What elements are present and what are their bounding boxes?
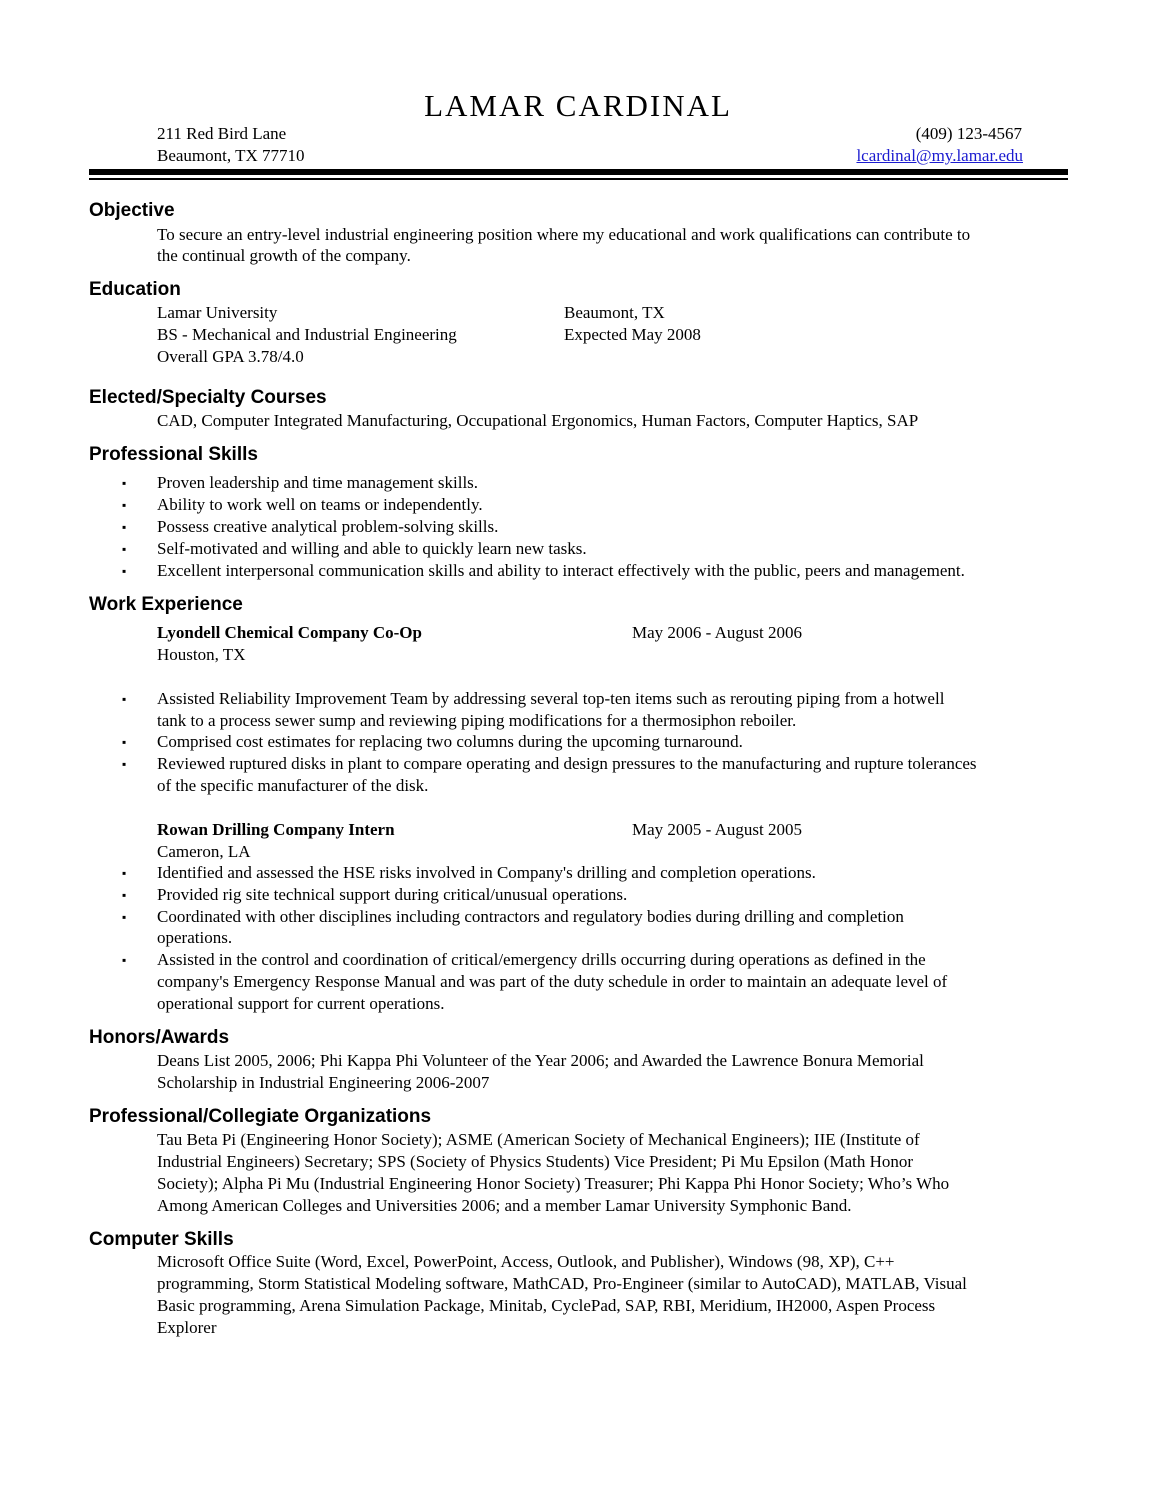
- education-location: Beaumont, TX: [564, 303, 665, 322]
- education-date: Expected May 2008: [564, 325, 701, 344]
- text-line: operations.: [157, 928, 233, 948]
- text-line: Identified and assessed the HSE risks involved in Company's drilling and completion operations.: [157, 863, 816, 882]
- text-line: Explorer: [157, 1318, 217, 1337]
- text-line: Tau Beta Pi (Engineering Honor Society); ASME (American Society of Mechanical Engineers); IIE (Institute of: [157, 1130, 920, 1149]
- phone: (409) 123-4567: [915, 124, 1022, 143]
- bullet-icon: ▪: [122, 476, 127, 490]
- text-line: tank to a process sewer sump and reviewing piping modifications for a thermosiphon reboiler.: [157, 711, 797, 730]
- computer-heading: Computer Skills: [89, 1229, 234, 1250]
- job-dates: May 2005 - August 2005: [632, 820, 802, 839]
- objective-heading: Objective: [89, 200, 175, 221]
- education-degree: BS - Mechanical and Industrial Engineering: [157, 325, 457, 344]
- text-line: Society); Alpha Pi Mu (Industrial Engineering Honor Society) Treasurer; Phi Kappa Phi Honor Society; Who’s Who: [157, 1174, 950, 1193]
- text-line: Comprised cost estimates for replacing two columns during the upcoming turnaround.: [157, 732, 743, 751]
- text-line: Scholarship in Industrial Engineering 2006-2007: [157, 1073, 490, 1092]
- courses-heading: Elected/Specialty Courses: [89, 387, 327, 408]
- bullet-icon: ▪: [122, 542, 127, 556]
- bullet-icon: ▪: [122, 757, 127, 771]
- text-line: Coordinated with other disciplines including contractors and regulatory bodies during drilling and completion: [157, 906, 904, 926]
- header-rule-thick: [89, 169, 1068, 175]
- education-gpa: Overall GPA 3.78/4.0: [157, 347, 304, 366]
- job-location: Cameron, LA: [157, 842, 251, 861]
- bullet-icon: ▪: [122, 564, 127, 578]
- text-line: Among American Colleges and Universities 2006; and a member Lamar University Symphonic Band.: [157, 1196, 852, 1215]
- bullet-icon: ▪: [122, 520, 127, 534]
- bullet-icon: ▪: [122, 953, 127, 968]
- education-school: Lamar University: [157, 303, 278, 322]
- bullet-icon: ▪: [122, 866, 127, 880]
- bullet-icon: ▪: [122, 498, 127, 512]
- work-heading: Work Experience: [89, 594, 243, 615]
- header-rule-thin: [89, 178, 1068, 180]
- job-title: Rowan Drilling Company Intern: [157, 820, 395, 839]
- bullet-icon: ▪: [122, 887, 127, 902]
- address-line-2: Beaumont, TX 77710: [157, 146, 305, 165]
- text-line: Self-motivated and willing and able to quickly learn new tasks.: [157, 539, 587, 558]
- job-title: Lyondell Chemical Company Co-Op: [157, 623, 422, 642]
- courses-text: CAD, Computer Integrated Manufacturing, Occupational Ergonomics, Human Factors, Computer Haptics, SAP: [157, 411, 919, 430]
- text-line: Provided rig site technical support during critical/unusual operations.: [157, 884, 628, 904]
- text-line: operational support for current operations.: [157, 993, 445, 1013]
- address-line-1: 211 Red Bird Lane: [157, 124, 287, 143]
- orgs-heading: Professional/Collegiate Organizations: [89, 1106, 432, 1127]
- email-link[interactable]: lcardinal@my.lamar.edu: [856, 146, 1023, 165]
- bullet-icon: ▪: [122, 692, 127, 706]
- text-line: Industrial Engineers) Secretary; SPS (Society of Physics Students) Vice President; Pi Mu Epsilon (Math Honor: [157, 1152, 914, 1171]
- text-line: Proven leadership and time management skills.: [157, 473, 479, 492]
- text-line: company's Emergency Response Manual and was part of the duty schedule in order to maintain an adequate level of: [157, 972, 948, 991]
- objective-text: To secure an entry-level industrial engineering position where my educational and work qualifications can contribute to: [157, 225, 971, 244]
- text-line: Reviewed ruptured disks in plant to compare operating and design pressures to the manufacturing and rupture tolerances: [157, 754, 977, 773]
- text-line: Possess creative analytical problem-solving skills.: [157, 517, 499, 536]
- text-line: of the specific manufacturer of the disk.: [157, 776, 429, 795]
- text-line: Excellent interpersonal communication skills and ability to interact effectively with the public, peers and management.: [157, 561, 965, 580]
- skills-heading: Professional Skills: [89, 444, 258, 465]
- bullet-icon: ▪: [122, 735, 127, 749]
- text-line: Deans List 2005, 2006; Phi Kappa Phi Volunteer of the Year 2006; and Awarded the Lawrence Bonura Memorial: [157, 1051, 924, 1070]
- text-line: Microsoft Office Suite (Word, Excel, PowerPoint, Access, Outlook, and Publisher), Windows (98, XP), C++: [157, 1252, 895, 1271]
- text-line: Assisted Reliability Improvement Team by addressing several top-ten items such as rerouting piping from a hotwell: [157, 689, 945, 708]
- resume-name: LAMAR CARDINAL: [424, 88, 732, 123]
- text-line: Assisted in the control and coordination of critical/emergency drills occurring during operations as defined in the: [157, 950, 926, 970]
- honors-heading: Honors/Awards: [89, 1027, 230, 1048]
- text-line: Ability to work well on teams or independently.: [157, 495, 483, 514]
- education-heading: Education: [89, 279, 181, 300]
- job-dates: May 2006 - August 2006: [632, 623, 802, 642]
- text-line: programming, Storm Statistical Modeling software, MathCAD, Pro-Engineer (similar to AutoCAD), MATLAB, Visual: [157, 1274, 967, 1293]
- job-location: Houston, TX: [157, 645, 246, 664]
- bullet-icon: ▪: [122, 909, 127, 924]
- objective-text: the continual growth of the company.: [157, 246, 411, 265]
- text-line: Basic programming, Arena Simulation Package, Minitab, CyclePad, SAP, RBI, Meridium, IH2000, Aspen Process: [157, 1296, 936, 1315]
